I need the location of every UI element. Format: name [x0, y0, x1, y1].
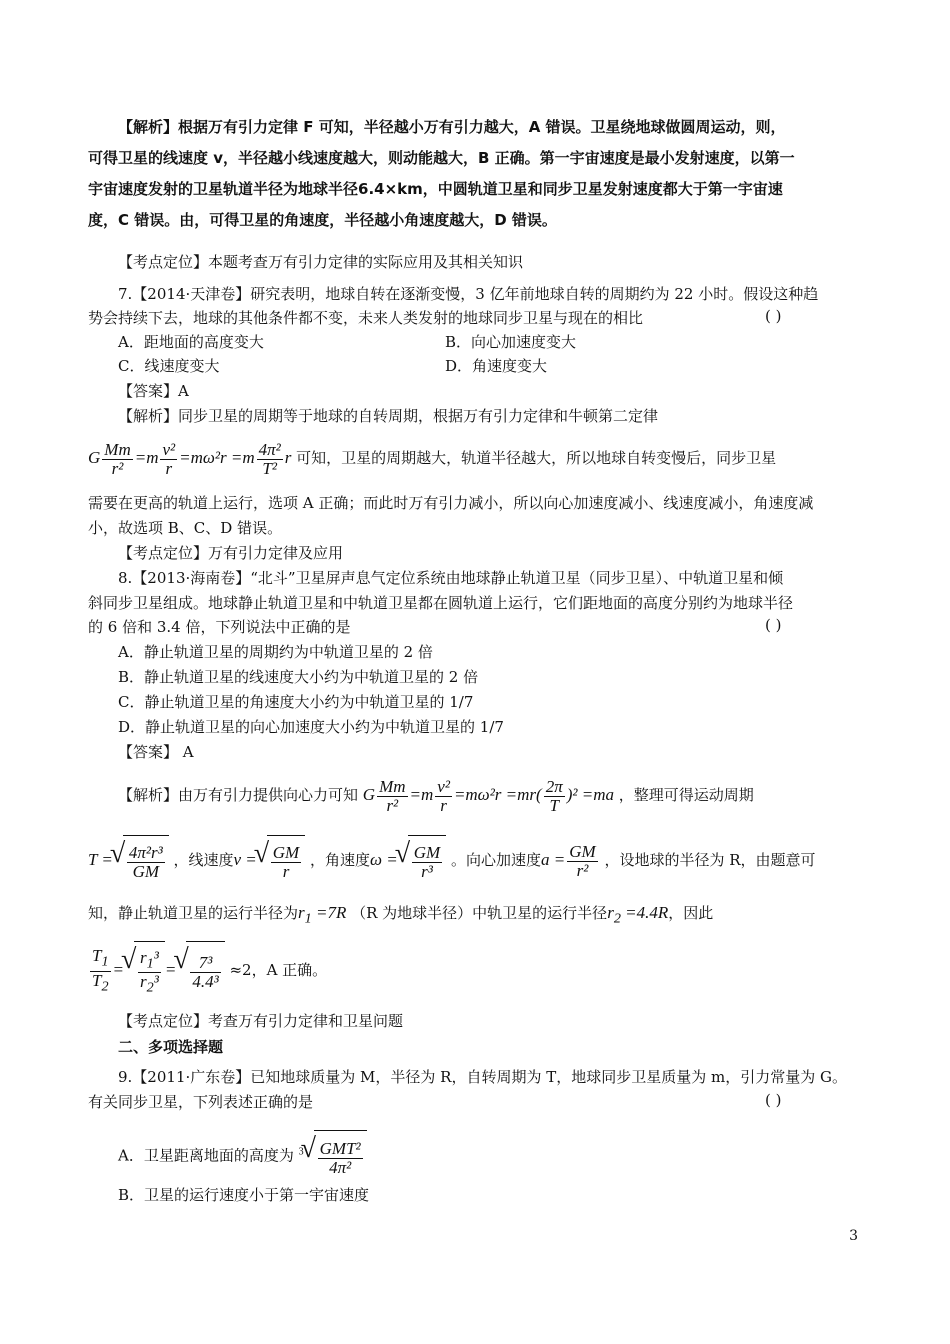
kaodian-text: 【考点定位】万有引力定律及应用: [118, 544, 344, 562]
option-c: C．静止轨道卫星的角速度大小约为中轨道卫星的 1/7: [118, 693, 474, 711]
analysis-text: ，整理可得运动周期: [618, 786, 754, 804]
analysis-text: 【解析】同步卫星的周期等于地球的自转周期，根据万有引力定律和牛顿第二定律: [118, 407, 659, 425]
analysis-text: 宇宙速度发射的卫星轨道半径为地球半径6.4×km，中圆轨道卫星和同步卫星发射速度都大于第一宇宙速: [88, 180, 783, 198]
question-7-line: 7.【2014·天津卷】研究表明，地球自转在逐渐变慢，3 亿年前地球自转的周期约为 22 小时。假设这种趋: [118, 285, 819, 303]
analysis-text: 小，故选项 B、C、D 错误。: [88, 519, 283, 537]
question-9-line: 有关同步卫星，下列表述正确的是: [88, 1093, 314, 1111]
analysis-text: ，线速度: [173, 851, 234, 869]
analysis-text: 可知，卫星的周期越大，轨道半径越大，所以地球自转变慢后，同步卫星: [296, 449, 777, 467]
section-heading: 二、多项选择题: [118, 1038, 224, 1056]
equation: $r_1 =7R$: [298, 903, 347, 927]
option-b: B．卫星的运行速度小于第一宇宙速度: [118, 1186, 370, 1204]
kaodian-text: 【考点定位】考查万有引力定律和卫星问题: [118, 1012, 404, 1030]
analysis-text: 【解析】由万有引力提供向心力可知: [118, 786, 359, 804]
answer-blank: ( ): [765, 307, 782, 325]
analysis-text: 度，C 错误。由，可得卫星的角速度，半径越小角速度越大，D 错误。: [88, 211, 557, 229]
analysis-text: ，角速度: [310, 851, 371, 869]
option-c: C．线速度变大: [118, 357, 220, 375]
page-number: 3: [849, 1228, 858, 1244]
analysis-text: 需要在更高的轨道上运行，选项 A 正确；而此时万有引力减小，所以向心加速度减小、线速度减小，角速度减: [88, 494, 814, 512]
option-b: B．静止轨道卫星的线速度大小约为中轨道卫星的 2 倍: [118, 668, 479, 686]
option-a: A．静止轨道卫星的周期约为中轨道卫星的 2 倍: [118, 643, 433, 661]
answer-blank: ( ): [765, 1091, 782, 1109]
option-b: B．向心加速度变大: [445, 333, 577, 351]
kaodian-text: 【考点定位】本题考查万有引力定律的实际应用及其相关知识: [118, 253, 524, 271]
option-a: A．距地面的高度变大: [118, 333, 264, 351]
equation-line: [88, 834, 816, 886]
analysis-text: ≈2，A 正确。: [229, 961, 328, 979]
question-7-line: 势会持续下去，地球的其他条件都不变，未来人类发射的地球同步卫星与现在的相比: [88, 309, 644, 327]
answer: 【答案】 A: [118, 743, 194, 761]
answer: 【答案】A: [118, 382, 189, 400]
option-d: D．角速度变大: [445, 357, 548, 375]
option-text: A．卫星距离地面的高度为: [118, 1146, 294, 1165]
option-a: [118, 1126, 367, 1178]
question-9-line: 9.【2011·广东卷】已知地球质量为 M，半径为 R，自转周期为 T，地球同步卫星质量为 m，引力常量为 G。: [118, 1068, 847, 1086]
equation: $r_2 =4.4R$: [607, 903, 669, 927]
analysis-text: （R 为地球半径）中轨卫星的运行半径: [351, 904, 608, 922]
equation: G $\frac{Mm}{\text{r²}}$ =m $\frac{\text{v²}}{r}$ =mω²r =m $\frac{\text{4π²}}{\text{T²}}$ r: [88, 439, 292, 478]
equation: $^3$ √ $\frac{\text{GMT²}}{\text{4π²}}$: [299, 1146, 367, 1165]
analysis-text: 【解析】根据万有引力定律 F 可知，半径越小万有引力越大，A 错误。卫星绕地球做圆周运动，则，: [118, 118, 786, 136]
question-8-line: 的 6 倍和 3.4 倍，下列说法中正确的是: [88, 618, 351, 636]
equation: a = $\frac{GM}{\text{r²}}$: [541, 841, 596, 880]
question-8-line: 斜同步卫星组成。地球静止轨道卫星和中轨道卫星都在圆轨道上运行，它们距地面的高度分别约为地球半径: [88, 594, 794, 612]
answer-blank: ( ): [765, 616, 782, 634]
equation-line: [88, 435, 776, 481]
equation: $\frac{T_1}{T_2}$ = √ $\frac{r_1^3}{r_2^3}$ = √ $\frac{\text{7³}}{\text{4.4³}}$: [88, 960, 225, 979]
option-d: D．静止轨道卫星的向心加速度大小约为中轨道卫星的 1/7: [118, 718, 504, 736]
analysis-text: 知，静止轨道卫星的运行半径为: [88, 904, 299, 922]
analysis-text: 。向心加速度: [451, 851, 542, 869]
equation-line: [88, 940, 327, 1000]
equation-line: [118, 772, 754, 818]
analysis-text: ，设地球的半径为 R，由题意可: [604, 851, 816, 869]
analysis-text: 可得卫星的线速度 v，半径越小线速度越大，则动能越大，B 正确。第一宇宙速度是最小发射速度，以第一: [88, 149, 795, 167]
equation: ω = √ $\frac{GM}{\text{r³}}$: [370, 850, 446, 869]
analysis-text: ，因此: [668, 904, 714, 922]
equation: v = √ $\frac{GM}{r}$: [234, 850, 306, 869]
question-8-line: 8.【2013·海南卷】“北斗”卫星屏声息气定位系统由地球静止轨道卫星（同步卫星）、中轨道卫星和倾: [118, 569, 784, 587]
equation: T = √ $\frac{\text{4π²r³}}{GM}$: [88, 850, 169, 869]
equation: G $\frac{Mm}{\text{r²}}$ =m $\frac{\text{v²}}{r}$ =mω²r =mr( $\frac{2\pi}{T}$ )² =ma: [362, 776, 614, 815]
equation-line: [88, 898, 713, 928]
